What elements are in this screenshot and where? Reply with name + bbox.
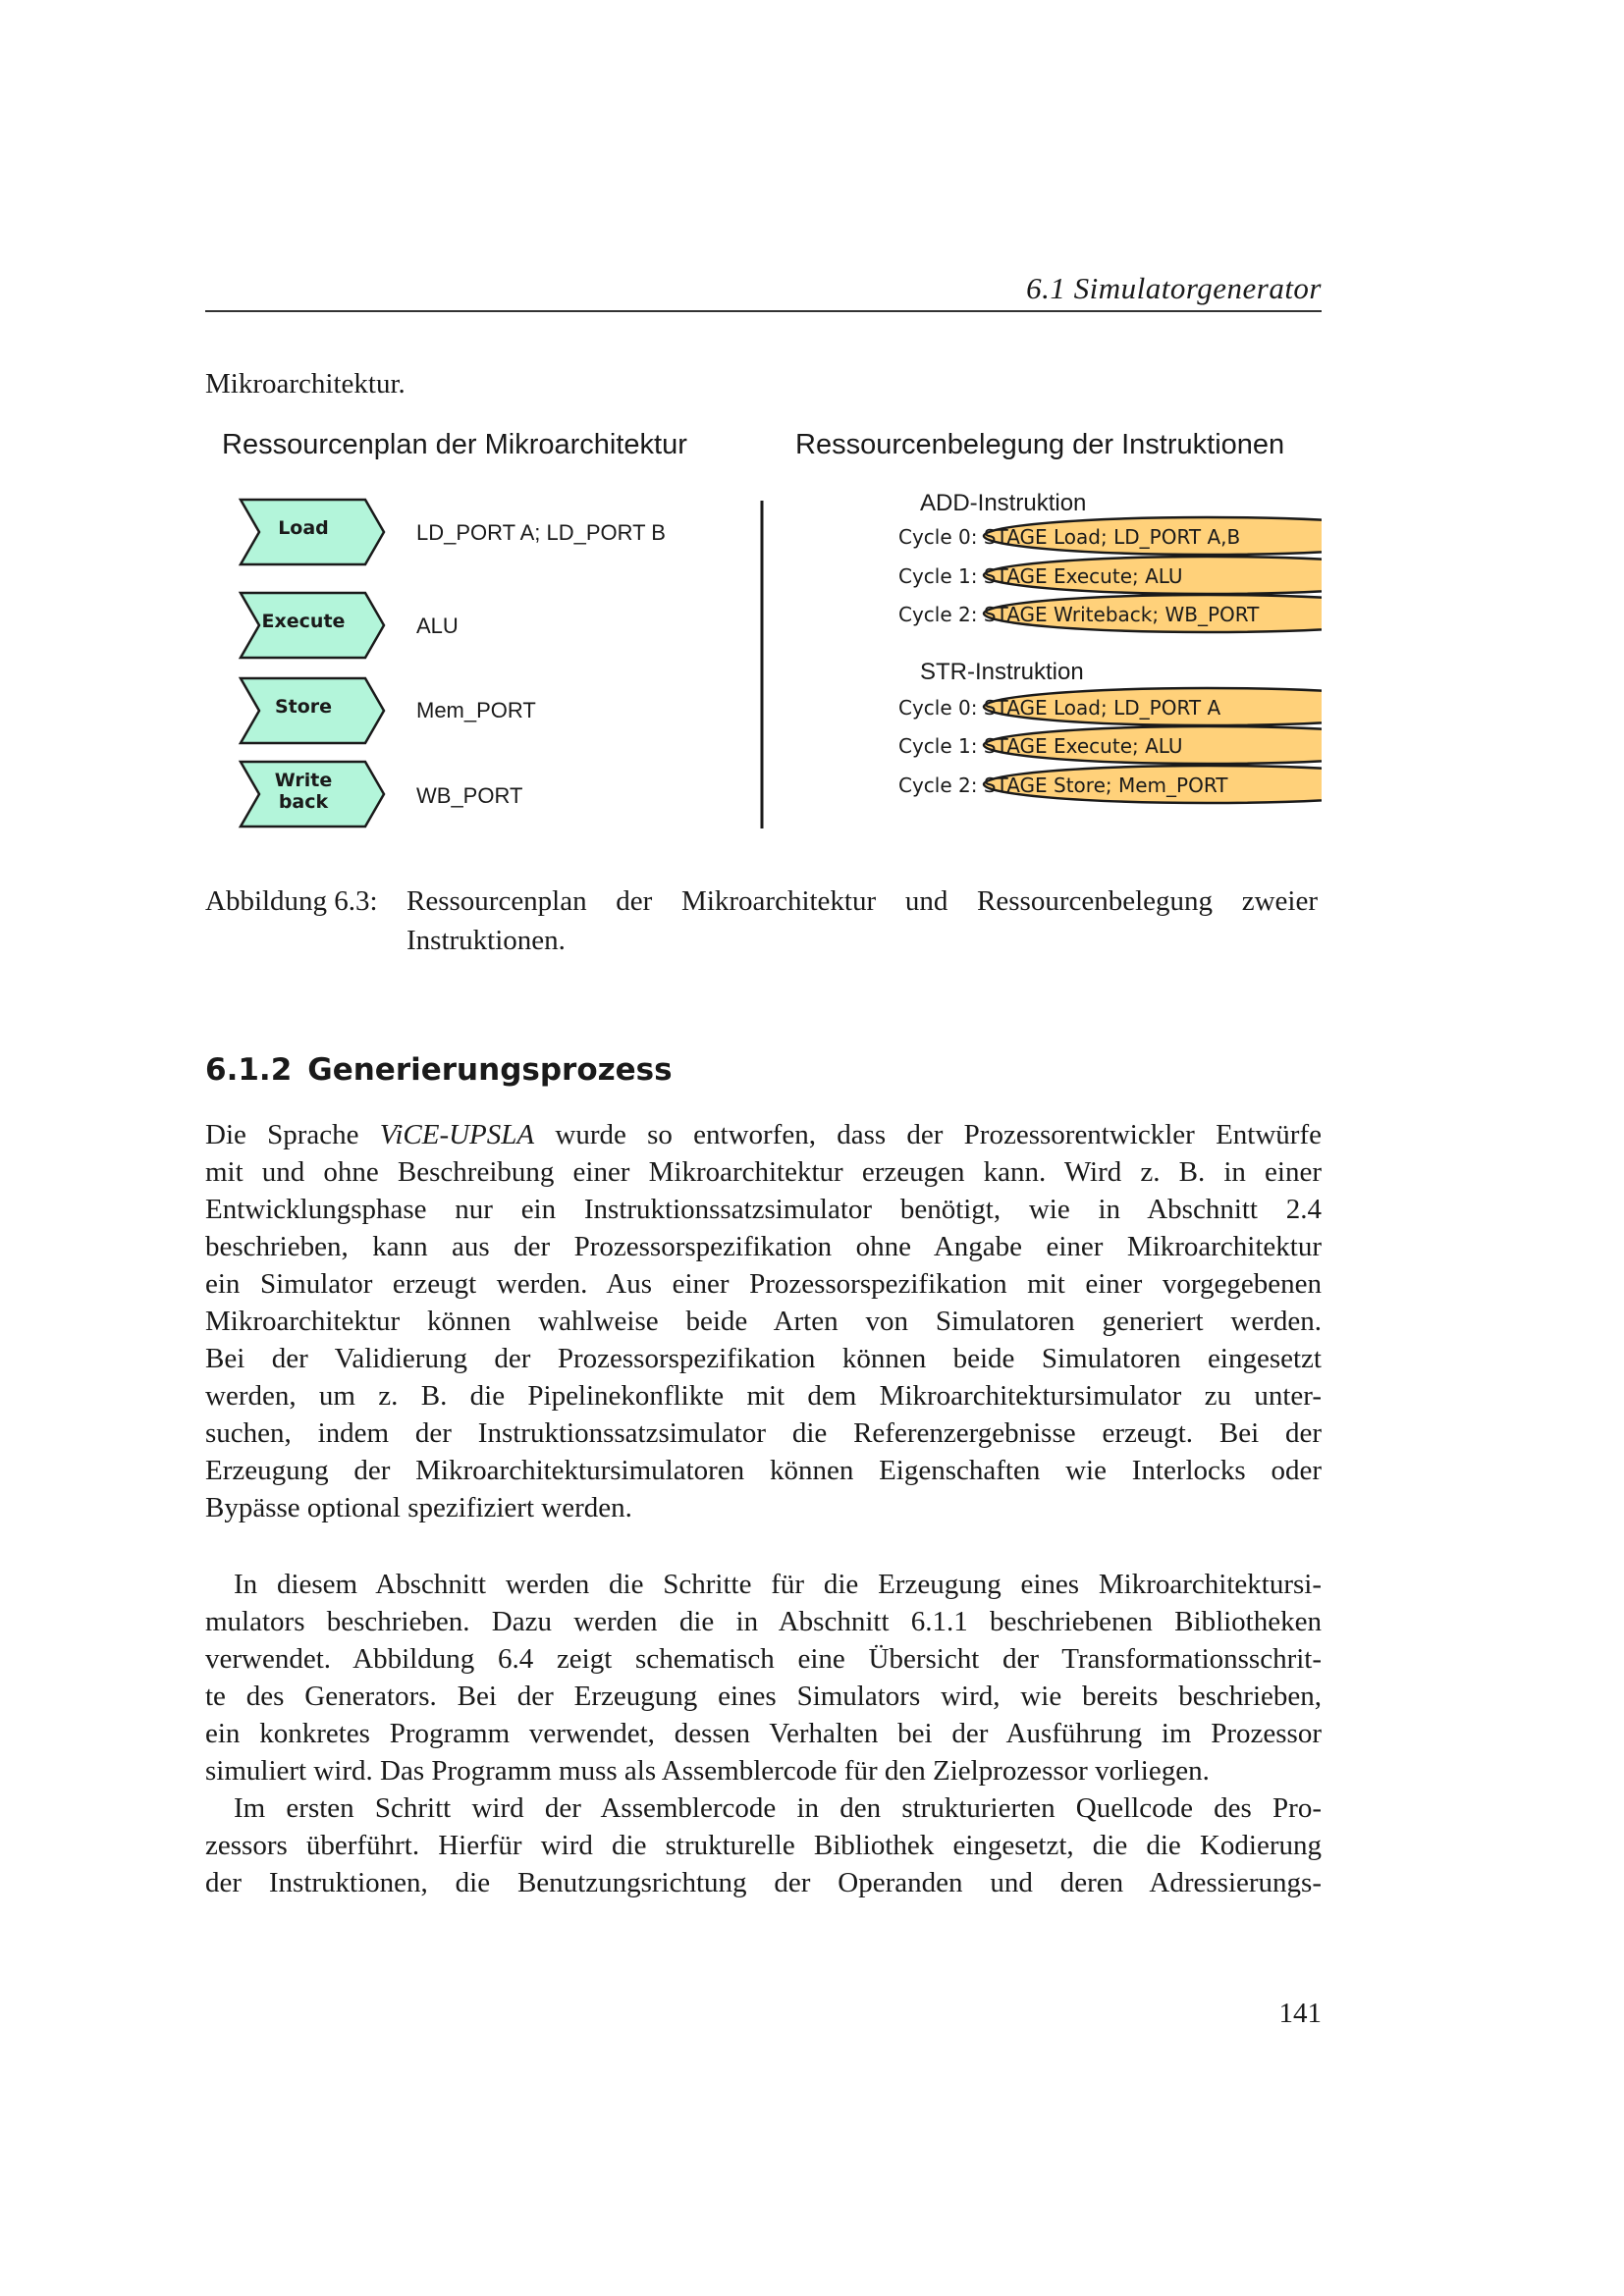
stage-label-line2: back	[278, 791, 329, 813]
running-header-title: 6.1 Simulatorgenerator	[1026, 271, 1322, 305]
page-number: 141	[1278, 1998, 1322, 2029]
text-line: verwendet. Abbildung 6.4 zeigt schematisch eine Übersicht der Transformationsschrit-	[205, 1643, 1322, 1675]
text-line: Erzeugung der Mikroarchitektursimulatoren können Eigenschaften wie Interlocks oder	[205, 1455, 1322, 1486]
cycle-label: Cycle 1: STAGE Execute; ALU	[898, 564, 1183, 588]
text-line: Bei der Validierung der Prozessorspezifikation können beide Simulatoren eingesetzt	[205, 1343, 1322, 1374]
text-line: Entwicklungsphase nur ein Instruktionssatzsimulator benötigt, wie in Abschnitt 2.4	[205, 1194, 1322, 1225]
figure-caption	[205, 881, 1322, 960]
str-cycle-2	[898, 766, 1322, 803]
text-line: suchen, indem der Instruktionssatzsimulator die Referenzergebnisse erzeugt. Bei der	[205, 1417, 1322, 1449]
text-line: Mikroarchitektur können wahlweise beide Arten von Simulatoren generiert werden.	[205, 1306, 1322, 1337]
stage-resources: LD_PORT A; LD_PORT B	[416, 520, 666, 545]
figure-right-title: Ressourcenbelegung der Instruktionen	[795, 429, 1285, 460]
intro-text: Mikroarchitektur.	[205, 368, 406, 400]
text-line: der Instruktionen, die Benutzungsrichtung der Operanden und deren Adressierungs-	[205, 1867, 1322, 1898]
stage-load	[241, 500, 666, 564]
text-line: mit und ohne Beschreibung einer Mikroarchitektur erzeugen kann. Wird z. B. in einer	[205, 1156, 1322, 1188]
stage-label: Execute	[261, 611, 346, 632]
text-line: Bypässe optional spezifiziert werden.	[205, 1492, 632, 1523]
str-cycle-0	[898, 688, 1322, 725]
text-line: In diesem Abschnitt werden die Schritte für die Erzeugung eines Mikroarchitektursi-	[234, 1569, 1322, 1600]
section-number: 6.1.2	[205, 1052, 293, 1088]
stage-resources: ALU	[416, 614, 459, 638]
text-line: simuliert wird. Das Programm muss als Assemblercode für den Zielprozessor vorliegen.	[205, 1755, 1210, 1787]
section-heading	[205, 1052, 673, 1088]
stage-execute	[241, 593, 459, 658]
stage-store	[241, 678, 536, 743]
paragraph-3	[205, 1789, 1322, 1901]
cycle-label: Cycle 0: STAGE Load; LD_PORT A,B	[898, 525, 1241, 549]
text-line: werden, um z. B. die Pipelinekonflikte mit dem Mikroarchitektursimulator zu unter-	[205, 1380, 1322, 1412]
text-line: Im ersten Schritt wird der Assemblercode in den strukturierten Quellcode des Pro-	[234, 1792, 1322, 1824]
stage-resources: WB_PORT	[416, 783, 523, 808]
add-cycle-1	[898, 557, 1322, 594]
cycle-label: Cycle 0: STAGE Load; LD_PORT A	[898, 696, 1221, 720]
header-rule	[205, 310, 1322, 312]
paragraph-1	[205, 1116, 1322, 1526]
cycle-label: Cycle 2: STAGE Store; Mem_PORT	[898, 774, 1228, 797]
stage-resources: Mem_PORT	[416, 698, 536, 722]
stage-label-line1: Write	[274, 770, 333, 791]
paragraph-2	[205, 1566, 1322, 1789]
stage-label: Load	[278, 517, 329, 539]
text-line: ein Simulator erzeugt werden. Aus einer Prozessorspezifikation mit einer vorgegebenen	[205, 1268, 1322, 1300]
section-title: Generierungsprozess	[307, 1052, 673, 1088]
text-line: beschrieben, kann aus der Prozessorspezifikation ohne Angabe einer Mikroarchitektur	[205, 1231, 1322, 1262]
str-cycle-1	[898, 726, 1322, 764]
figure-left-title: Ressourcenplan der Mikroarchitektur	[222, 429, 687, 460]
stage-writeback	[241, 762, 522, 827]
cycle-label: Cycle 1: STAGE Execute; ALU	[898, 734, 1183, 758]
str-instruction-title: STR-Instruktion	[920, 659, 1084, 685]
stage-label: Store	[274, 696, 333, 718]
text-line: te des Generators. Bei der Erzeugung eines Simulators wird, wie bereits beschrieben,	[205, 1681, 1322, 1712]
add-cycle-2	[898, 595, 1322, 632]
language-name: ViCE-UPSLA	[379, 1119, 535, 1150]
cycle-label: Cycle 2: STAGE Writeback; WB_PORT	[898, 603, 1260, 626]
add-cycle-0	[898, 517, 1322, 555]
caption-label: Abbildung 6.3:	[205, 885, 378, 917]
text-line: Die Sprache ViCE-UPSLA wurde so entworfen, dass der Prozessorentwickler Entwürfe	[205, 1119, 1322, 1150]
text-line: mulators beschrieben. Dazu werden die in Abschnitt 6.1.1 beschriebenen Bibliotheken	[205, 1606, 1322, 1637]
text-line: ein konkretes Programm verwendet, dessen Verhalten bei der Ausführung im Prozessor	[205, 1718, 1322, 1749]
add-instruction-title: ADD-Instruktion	[920, 490, 1087, 516]
figure-6-3	[205, 412, 1322, 834]
caption-text: Ressourcenplan der Mikroarchitektur und Ressourcenbelegung zweier Instruktionen.	[406, 885, 1318, 956]
text-line: zessors überführt. Hierfür wird die strukturelle Bibliothek eingesetzt, die die Kodierung	[205, 1830, 1322, 1861]
